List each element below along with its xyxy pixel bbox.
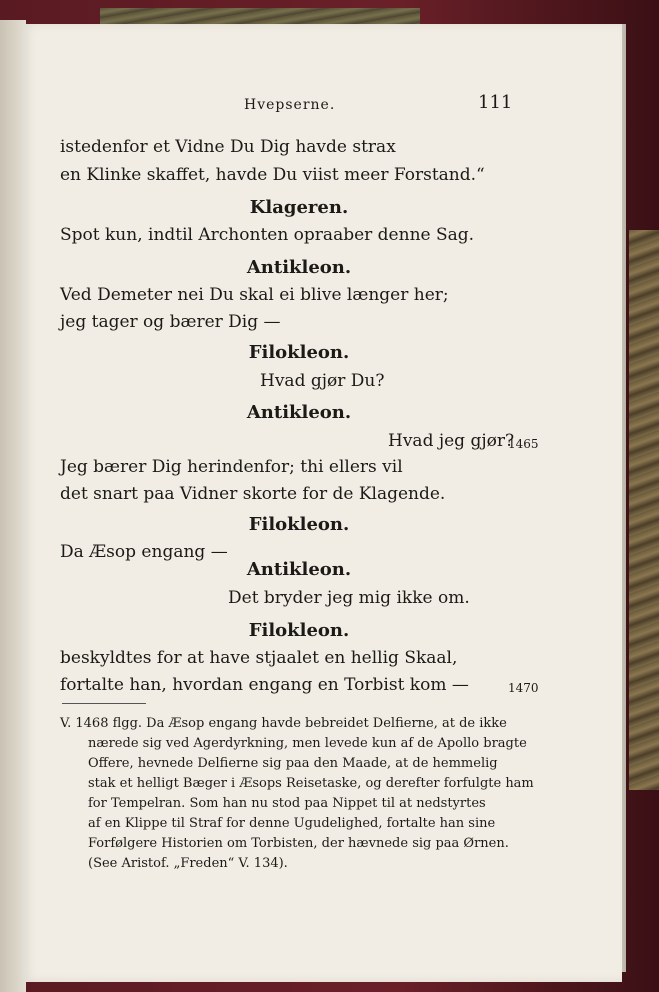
line-number: 1465 (508, 437, 539, 451)
verse-line: Jeg bærer Dig herindenfor; thi ellers vil (60, 457, 403, 477)
verse-line: en Klinke skaffet, havde Du viist meer Forstand.“ (60, 165, 485, 185)
verse-line: jeg tager og bærer Dig — (60, 312, 281, 332)
verse-line: beskyldtes for at have stjaalet en hellig Skaal, (60, 648, 458, 668)
footnote-line: (See Aristof. „Freden“ V. 134). (88, 856, 288, 871)
speaker-name: Klageren. (249, 197, 349, 218)
verse-line: Hvad jeg gjør? (388, 431, 515, 451)
footnote-line: for Tempelran. Som han nu stod paa Nippet til at nedstyrtes (88, 796, 486, 811)
verse-line: fortalte han, hvordan engang en Torbist kom — (60, 675, 469, 695)
verse-line: istedenfor et Vidne Du Dig havde strax (60, 137, 396, 157)
footnote-rule (62, 703, 146, 704)
footnote-line: af en Klippe til Straf for denne Ugudelighed, fortalte han sine (88, 816, 496, 831)
verse-line: Ved Demeter nei Du skal ei blive længer her; (60, 285, 449, 305)
footnote-line: nærede sig ved Agerdyrkning, men levede kun af de Apollo bragte (88, 736, 527, 751)
speaker-name: Filokleon. (248, 342, 350, 363)
verse-line: det snart paa Vidner skorte for de Klagende. (60, 484, 446, 504)
verse-line: Det bryder jeg mig ikke om. (228, 588, 470, 608)
speaker-name: Antikleon. (246, 559, 352, 580)
speaker-name: Filokleon. (248, 514, 350, 535)
book-page (22, 24, 622, 982)
footnote-line: Forfølgere Historien om Torbisten, der hævnede sig paa Ørnen. (88, 836, 509, 851)
speaker-name: Antikleon. (246, 402, 352, 423)
page-number: 111 (478, 92, 513, 113)
verse-line: Hvad gjør Du? (260, 371, 385, 391)
verse-line: Da Æsop engang — (60, 542, 228, 562)
line-number: 1470 (508, 681, 539, 695)
footnote-line: V. 1468 flgg. Da Æsop engang havde bebreidet Delfierne, at de ikke (60, 716, 507, 731)
speaker-name: Filokleon. (248, 620, 350, 641)
footnote-line: Offere, hevnede Delfierne sig paa den Maade, at de hemmelig (88, 756, 498, 771)
verse-line: Spot kun, indtil Archonten opraaber denne Sag. (60, 225, 475, 245)
footnote-line: stak et helligt Bæger i Æsops Reisetaske, og derefter forfulgte ham (88, 776, 534, 791)
marbled-edge-right (629, 230, 659, 790)
speaker-name: Antikleon. (246, 257, 352, 278)
running-head: Hvepserne. (244, 97, 336, 113)
